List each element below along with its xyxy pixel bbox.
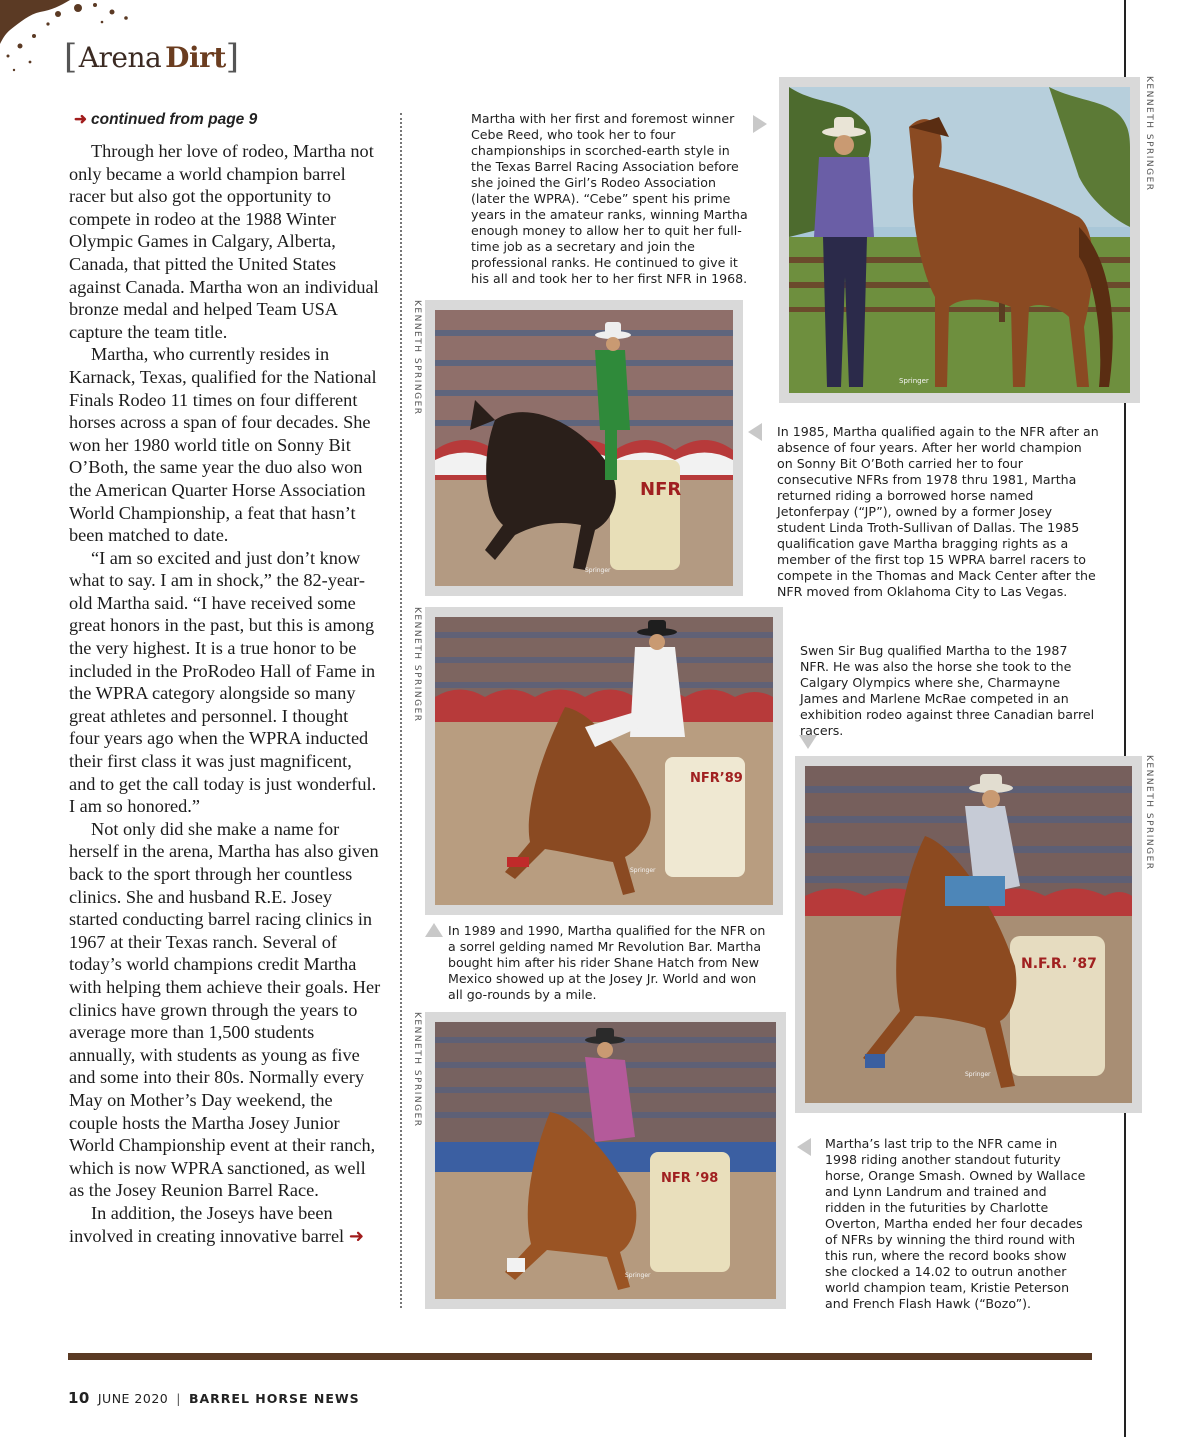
photo-signature: Springer: [899, 377, 929, 385]
footer-rule: [68, 1353, 1092, 1360]
footer-separator: |: [176, 1390, 181, 1406]
caption-pointer-left-icon: [748, 423, 762, 441]
continued-text: continued from page 9: [91, 111, 258, 128]
barrel-label: NFR’89: [690, 771, 743, 786]
article-body: [69, 140, 381, 1248]
magazine-name: BARREL HORSE NEWS: [188, 1390, 360, 1406]
caption-cebe-reed: Martha with her first and foremost winner Cebe Reed, who took her to four championships in scorched-earth style in the Texas Barrel Racing Association before she joined the Girl’s Rodeo Association (later the WPRA). “Cebe” spent his prime years in the amateur ranks, winning Martha enough money to allow her to quit her full-time job as a secretary and join the professional ranks. He continued to give it his all and took her to her first NFR in 1968.: [471, 111, 748, 286]
section-title: [64, 36, 239, 78]
article-paragraph: Not only did she make a name for herself in the arena, Martha has also given back to the sport through her countless clinics. She and husband R.E. Josey started conducting barrel racing clinics in 1967 at their Texas ranch. Several of today’s world champions credit Martha with helping them achieve their goals. Her clinics have grown through the years to average more than 1,500 students annually, with students as young as five and some into their 80s. Normally every May on Mother’s Day weekend, the couple hosts the Martha Josey Junior World Championship event at their ranch, which is now WPRA sanctioned, as well as the Josey Reunion Barrel Race.: [69, 818, 381, 1201]
section-title-dirt: Dirt: [165, 40, 226, 74]
page-footer: [68, 1389, 360, 1407]
photo-credit: KENNETH SPRINGER: [1144, 755, 1154, 871]
photo-martha-swen-sir-bug: [795, 756, 1142, 1113]
caption-pointer-up-icon: [425, 923, 443, 937]
photo-martha-orange-smash: [425, 1012, 786, 1309]
photo-credit: KENNETH SPRINGER: [412, 1012, 422, 1128]
caption-mr-revolution-bar: In 1989 and 1990, Martha qualified for the NFR on a sorrel gelding named Mr Revolution Bar. Martha bought him after his rider Shane Hatch from New Mexico showed up at the Josey Jr. World and won all go-rounds by a mile.: [448, 923, 766, 1002]
photo-martha-mr-revolution-bar: [425, 607, 783, 915]
article-paragraph-last: [69, 1202, 381, 1248]
section-title-bracket-close: ]: [225, 37, 239, 77]
issue-date: JUNE 2020: [97, 1390, 169, 1406]
photo-credit: KENNETH SPRINGER: [412, 607, 422, 723]
photo-credit: KENNETH SPRINGER: [412, 300, 422, 416]
section-title-bracket-open: [: [64, 37, 77, 77]
photo-signature: Springer: [585, 567, 611, 574]
caption-pointer-down-icon: [799, 735, 817, 749]
caption-pointer-left-icon: [797, 1138, 811, 1156]
photo-signature: Springer: [630, 867, 656, 874]
caption-jetonferpay: In 1985, Martha qualified again to the NFR after an absence of four years. After her world champion on Sonny Bit O’Both carried her to four consecutive NFRs from 1978 thru 1981, Martha returned riding a borrowed horse named Jetonferpay (“JP”), owned by a former Josey student Linda Troth-Sullivan of Dallas. The 1985 qualification gave Martha bragging rights as a member of the first top 15 WPRA barrel racers to compete in the Thomas and Mack Center after the NFR moved from Oklahoma City to Las Vegas.: [777, 424, 1099, 599]
column-divider: [400, 113, 402, 1308]
continued-from-label: [74, 110, 257, 129]
section-title-arena: Arena: [78, 40, 162, 74]
caption-pointer-right-icon: [753, 115, 767, 133]
photo-signature: Springer: [965, 1071, 991, 1078]
photo-martha-cebe-reed: [779, 77, 1140, 403]
continues-arrow-icon[interactable]: ➜: [348, 1225, 365, 1247]
caption-orange-smash: Martha’s last trip to the NFR came in 1998 riding another standout futurity horse, Orange Smash. Owned by Wallace and Lynn Landrum and trained and ridden in the futurities by Charlotte Overton, Martha ended her four decades of NFRs by winning the third round with this run, where the record books show she clocked a 14.02 to outrun another world champion team, Kristie Peterson and French Flash Hawk (“Bozo”).: [825, 1136, 1086, 1311]
photo-signature: Springer: [625, 1272, 651, 1279]
article-paragraph-text: In addition, the Joseys have been involved in creating innovative barrel: [69, 1202, 345, 1246]
photo-martha-jetonferpay: [425, 300, 743, 596]
continued-arrow-icon: ➜: [74, 111, 87, 128]
article-paragraph: Through her love of rodeo, Martha not only became a world champion barrel racer but also got the opportunity to compete in rodeo at the 1988 Winter Olympic Games in Calgary, Alberta, Canada, that pitted the United States against Canada. Martha won an individual bronze medal and helped Team USA capture the team title.: [69, 141, 379, 342]
caption-swen-sir-bug: Swen Sir Bug qualified Martha to the 1987 NFR. He was also the horse she took to the Calgary Olympics where she, Charmayne James and Marlene McRae competed in an exhibition rodeo against three Canadian barrel racers.: [800, 643, 1095, 738]
barrel-label: N.F.R. ’87: [1021, 956, 1097, 972]
photo-credit: KENNETH SPRINGER: [1144, 76, 1154, 192]
page-number: 10: [68, 1389, 90, 1407]
barrel-label: NFR: [640, 479, 682, 500]
barrel-label: NFR ’98: [661, 1171, 719, 1186]
article-paragraph: “I am so excited and just don’t know what to say. I am in shock,” the 82-year-old Martha said. “I have received some great honors in the past, but this is among the very highest. It is a true honor to be included in the ProRodeo Hall of Fame in the WPRA category alongside so many great athletes and personnel. I thought four years ago when the WPRA inducted their first class it was just magnificent, and to get the call today is just wonderful. I am so honored.”: [69, 547, 377, 817]
article-paragraph: Martha, who currently resides in Karnack, Texas, qualified for the National Finals Rodeo 11 times on four different horses across a span of four decades. She won her 1980 world title on Sonny Bit O’Both, the same year the duo also won the American Quarter Horse Association World Championship, a feat that hasn’t been matched to date.: [69, 344, 377, 546]
